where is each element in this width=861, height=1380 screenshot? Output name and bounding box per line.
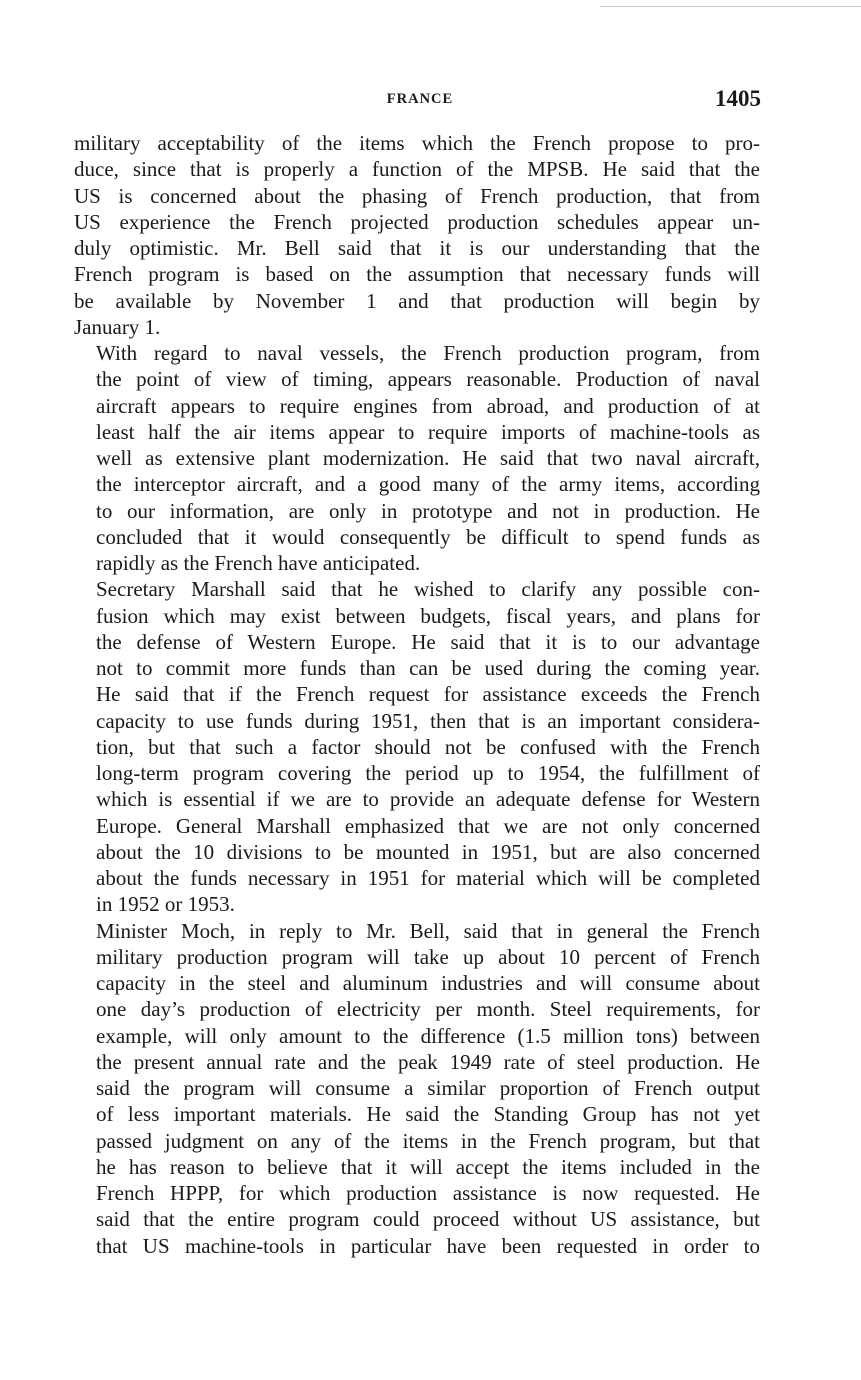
text-line: rapidly as the French have anticipated. [96,551,421,575]
text-line: which is essential if we are to provide an adequate defense for Western [96,787,760,812]
text-line: aircraft appears to require engines from abroad, and production of at [96,393,760,418]
body-text [74,130,760,1259]
text-line: of less important materials. He said the Standing Group has not yet [96,1102,760,1127]
text-line: He said that if the French request for assistance exceeds the French [96,682,760,707]
text-line: in 1952 or 1953. [96,892,235,917]
text-line: to our information, are only in prototype and not in production. He [96,498,760,523]
top-edge-rule [600,6,861,7]
text-line: about the funds necessary in 1951 for material which will be completed [96,866,760,890]
text-line: capacity to use funds during 1951, then that is an important considera- [96,708,760,733]
text-line: the present annual rate and the peak 1949 rate of steel production. He [96,1049,760,1074]
text-line: French program is based on the assumption that necessary funds will [74,262,760,287]
text-line: the interceptor aircraft, and a good many of the army items, according [96,472,760,497]
text-line: said the program will consume a similar proportion of French output [96,1076,760,1100]
paragraph-4 [74,918,760,1259]
text-line: duce, since that is properly a function of the MPSB. He said that the [74,157,760,182]
paragraph-2 [74,340,760,576]
text-line: example, will only amount to the difference (1.5 million tons) between [96,1023,760,1048]
text-line: fusion which may exist between budgets, fiscal years, and plans for [96,603,760,628]
text-line: said that the entire program could proceed without US assistance, but [96,1207,760,1232]
text-line: that US machine-tools in particular have been requested in order to [96,1233,760,1258]
text-line: one day’s production of electricity per month. Steel requirements, for [96,997,760,1022]
text-line: not to commit more funds than can be used during the coming year. [96,656,760,680]
text-line: concluded that it would consequently be difficult to spend funds as [96,524,760,549]
text-line: passed judgment on any of the items in the French program, but that [96,1128,760,1153]
section-title: FRANCE [386,91,454,107]
text-line: long-term program covering the period up to 1954, the fulfillment of [96,761,760,785]
text-line: capacity in the steel and aluminum industries and will consume about [96,971,760,995]
text-line: With regard to naval vessels, the French production program, from [96,341,760,365]
paragraph-1 [74,130,760,340]
text-line: the defense of Western Europe. He said that it is to our advantage [96,629,760,654]
text-line: military production program will take up about 10 percent of French [96,944,760,969]
text-line: least half the air items appear to require imports of machine-tools as [96,419,760,444]
text-line: US is concerned about the phasing of French production, that from [74,183,760,208]
text-line: he has reason to believe that it will accept the items included in the [96,1154,760,1179]
running-head [75,86,761,116]
text-line: Secretary Marshall said that he wished to clarify any possible con- [96,577,760,602]
text-line: tion, but that such a factor should not be confused with the French [96,734,760,759]
text-line: French HPPP, for which production assistance is now requested. He [96,1181,760,1205]
text-line: military acceptability of the items which the French propose to pro- [74,131,760,155]
page-number: 1405 [715,86,761,111]
text-line: US experience the French projected production schedules appear un- [74,209,760,234]
text-line: about the 10 divisions to be mounted in 1951, but are also concerned [96,839,760,864]
text-line: Europe. General Marshall emphasized that we are not only concerned [96,813,760,838]
paragraph-3 [74,576,760,917]
text-line: January 1. [74,314,161,339]
text-line: Minister Moch, in reply to Mr. Bell, said that in general the French [96,918,760,943]
text-line: duly optimistic. Mr. Bell said that it is our understanding that the [74,236,760,260]
text-line: be available by November 1 and that production will begin by [74,288,760,313]
text-line: well as extensive plant modernization. He said that two naval aircraft, [96,446,760,470]
text-line: the point of view of timing, appears reasonable. Production of naval [96,367,760,392]
